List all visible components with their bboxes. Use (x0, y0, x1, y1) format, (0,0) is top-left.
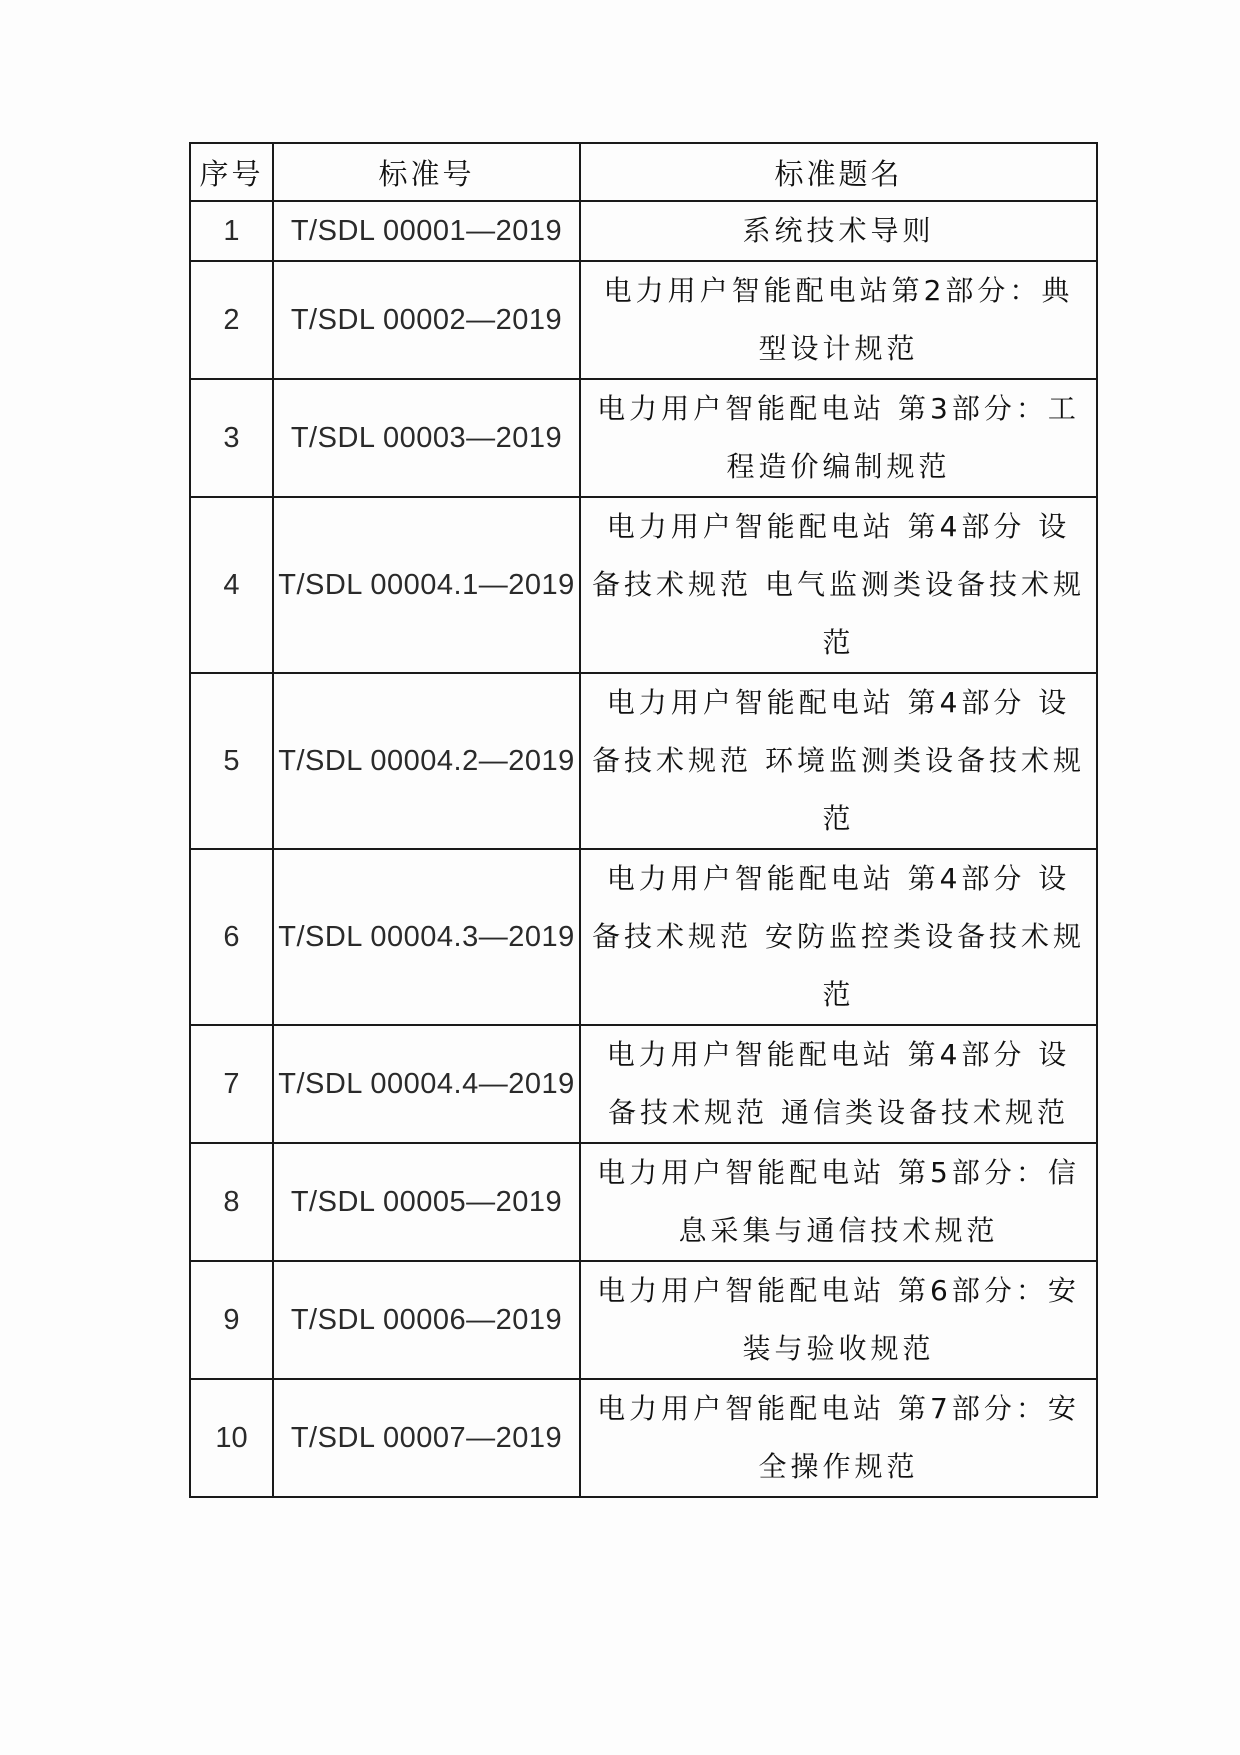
row-code: T/SDL 00001—2019 (273, 201, 580, 261)
row-seq: 2 (190, 261, 273, 379)
header-seq: 序号 (190, 143, 273, 201)
row-seq: 1 (190, 201, 273, 261)
row-title (580, 673, 1097, 849)
row-title-text: 电力用户智能配电站 第4部分 设备技术规范 安防监控类设备技术规范 (592, 862, 1085, 1011)
row-code: T/SDL 00004.1—2019 (273, 497, 580, 673)
row-seq: 5 (190, 673, 273, 849)
row-code: T/SDL 00004.4—2019 (273, 1025, 580, 1143)
row-title (580, 1143, 1097, 1261)
row-title-text: 电力用户智能配电站 第5部分：信息采集与通信技术规范 (597, 1156, 1080, 1247)
row-seq: 4 (190, 497, 273, 673)
row-code: T/SDL 00004.3—2019 (273, 849, 580, 1025)
table-row (190, 1261, 1097, 1379)
table-row (190, 849, 1097, 1025)
row-title (580, 497, 1097, 673)
table-row (190, 497, 1097, 673)
row-code: T/SDL 00007—2019 (273, 1379, 580, 1497)
row-seq: 6 (190, 849, 273, 1025)
row-title-text: 电力用户智能配电站第2部分：典型设计规范 (603, 274, 1074, 365)
row-code: T/SDL 00003—2019 (273, 379, 580, 497)
table-row (190, 1025, 1097, 1143)
row-title (580, 1025, 1097, 1143)
row-code: T/SDL 00006—2019 (273, 1261, 580, 1379)
row-title (580, 201, 1097, 261)
row-code: T/SDL 00004.2—2019 (273, 673, 580, 849)
row-seq: 7 (190, 1025, 273, 1143)
row-code: T/SDL 00005—2019 (273, 1143, 580, 1261)
row-title (580, 261, 1097, 379)
row-title-text: 电力用户智能配电站 第6部分：安装与验收规范 (597, 1274, 1080, 1365)
row-seq: 8 (190, 1143, 273, 1261)
standards-table (189, 142, 1098, 1498)
row-title (580, 849, 1097, 1025)
table-row (190, 1379, 1097, 1497)
row-seq: 3 (190, 379, 273, 497)
row-title (580, 1379, 1097, 1497)
row-title-text: 电力用户智能配电站 第4部分 设备技术规范 通信类设备技术规范 (606, 1038, 1071, 1129)
table-row (190, 673, 1097, 849)
row-seq: 10 (190, 1379, 273, 1497)
header-title: 标准题名 (580, 143, 1097, 201)
row-title-text: 电力用户智能配电站 第4部分 设备技术规范 电气监测类设备技术规范 (592, 510, 1085, 659)
row-title (580, 1261, 1097, 1379)
row-seq: 9 (190, 1261, 273, 1379)
table-row (190, 261, 1097, 379)
row-title-text: 电力用户智能配电站 第7部分：安全操作规范 (597, 1392, 1080, 1483)
table-row (190, 1143, 1097, 1261)
row-title-text: 电力用户智能配电站 第4部分 设备技术规范 环境监测类设备技术规范 (592, 686, 1085, 835)
row-title-text: 电力用户智能配电站 第3部分：工程造价编制规范 (597, 392, 1080, 483)
row-code: T/SDL 00002—2019 (273, 261, 580, 379)
row-title (580, 379, 1097, 497)
table-row (190, 379, 1097, 497)
row-title-text: 系统技术导则 (742, 214, 935, 247)
header-code: 标准号 (273, 143, 580, 201)
table-row (190, 201, 1097, 261)
table-header-row (190, 143, 1097, 201)
